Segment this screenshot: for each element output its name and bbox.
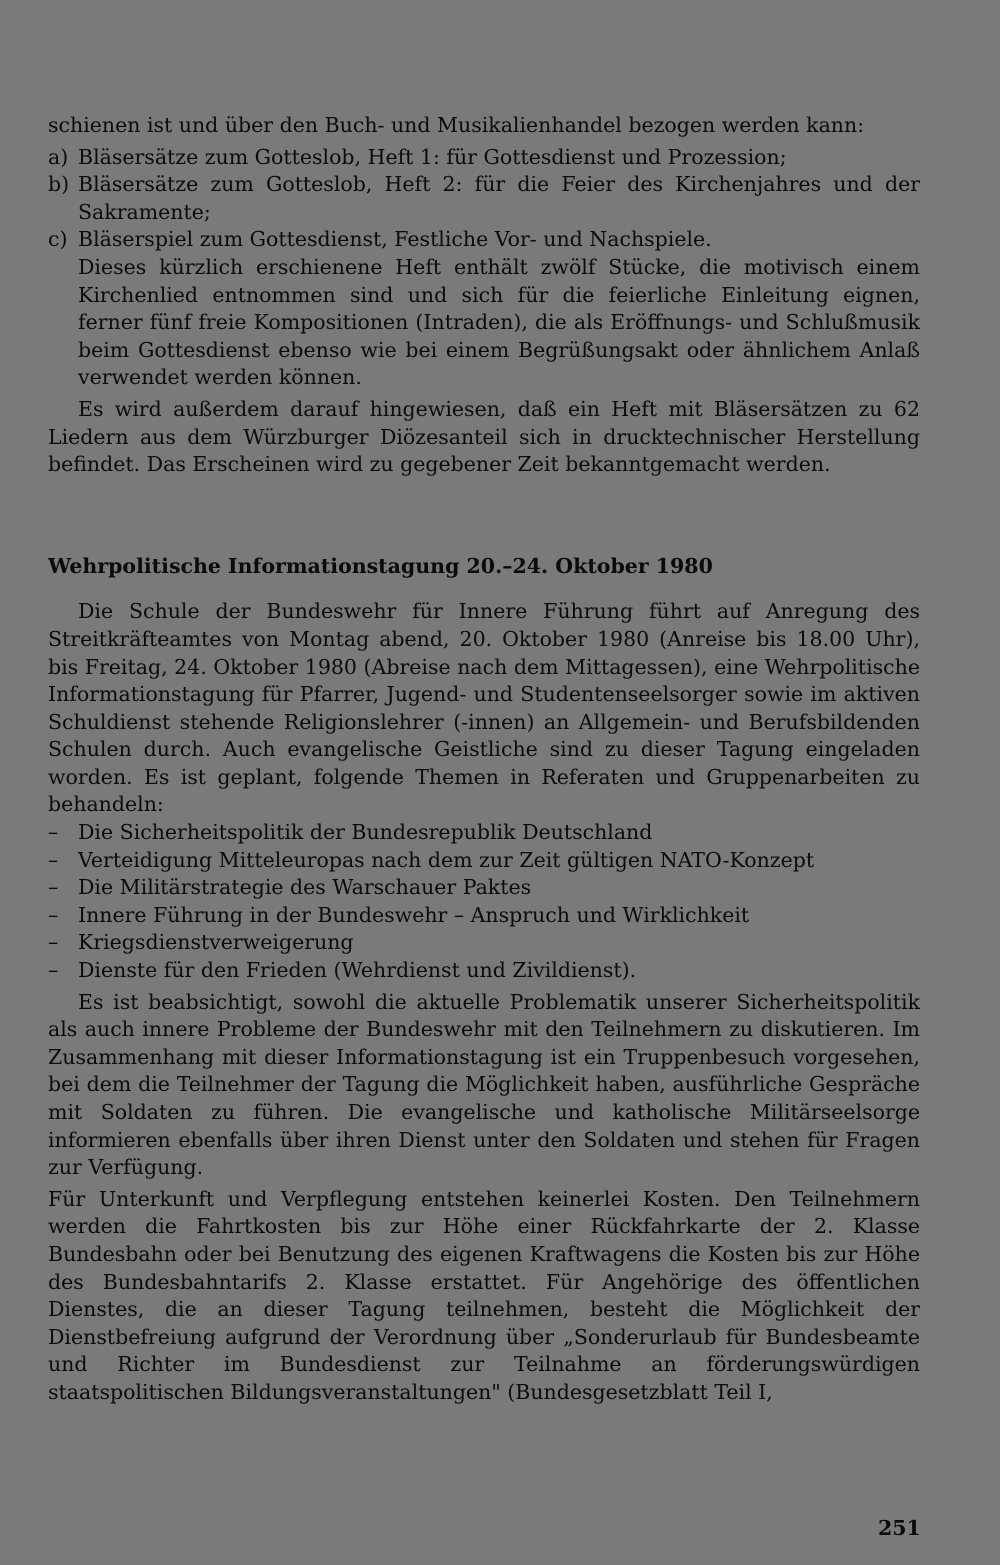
topic-item bbox=[48, 847, 920, 875]
topic-item bbox=[48, 874, 920, 902]
intro-paragraph: schienen ist und über den Buch- und Musikalienhandel bezogen werden kann: bbox=[48, 113, 865, 137]
topic-text: Die Militärstrategie des Warschauer Paktes bbox=[78, 875, 532, 900]
topic-text: Verteidigung Mitteleuropas nach dem zur Zeit gültigen NATO-Konzept bbox=[78, 847, 815, 872]
list-item-c bbox=[48, 226, 920, 254]
section-heading: Wehrpolitische Informationstagung 20.–24. Oktober 1980 bbox=[48, 553, 713, 578]
list-item-text: Bläsersätze zum Gotteslob, Heft 2: für die Feier des Kirchenjahres und der Sakramente; bbox=[78, 172, 920, 224]
note-paragraph: Es wird außerdem darauf hingewiesen, daß ein Heft mit Bläsersätzen zu 62 Liedern aus dem Würzburger Diözesanteil sich in drucktechnischer Herstellung befindet. Das Erscheinen wird zu gegebener Zeit bekanntgemacht werden. bbox=[48, 396, 920, 477]
dash-marker: – bbox=[48, 875, 59, 900]
list-item-b bbox=[48, 171, 920, 226]
dash-marker: – bbox=[48, 930, 59, 955]
dash-marker: – bbox=[48, 820, 59, 845]
topic-item bbox=[48, 929, 920, 957]
dash-marker: – bbox=[48, 902, 59, 927]
list-item-a bbox=[48, 144, 920, 172]
topic-item bbox=[48, 819, 920, 847]
list-item-text: Bläsersätze zum Gotteslob, Heft 1: für Gottesdienst und Prozession; bbox=[78, 144, 787, 169]
topic-item bbox=[48, 957, 920, 985]
page-number: 251 bbox=[878, 1516, 921, 1540]
section-paragraph-2: Es ist beabsichtigt, sowohl die aktuelle Problematik unserer Sicherheitspolitik als auch innere Probleme der Bundeswehr mit den Teilnehmern zu diskutieren. Im Zusammenhang mit dieser Informationstagung ist ein Truppenbesuch vorgesehen, bei dem die Teilnehmer der Tagung die Möglichkeit haben, ausführliche Gespräche mit Soldaten zu führen. Die evangelische und katholische Militärseelsorge informieren ebenfalls über ihren Dienst unter den Soldaten und stehen für Fragen zur Verfügung. bbox=[48, 989, 920, 1180]
page-body bbox=[48, 112, 920, 1407]
topic-text: Die Sicherheitspolitik der Bundesrepublik Deutschland bbox=[78, 820, 653, 845]
dash-marker: – bbox=[48, 958, 59, 983]
dash-marker: – bbox=[48, 847, 59, 872]
list-marker: c) bbox=[48, 227, 68, 252]
topic-item bbox=[48, 902, 920, 930]
section-paragraph-3: Für Unterkunft und Verpflegung entstehen keinerlei Kosten. Den Teilnehmern werden die Fahrtkosten bis zur Höhe einer Rückfahrkarte der 2. Klasse Bundesbahn oder bei Benutzung des eigenen Kraftwagens die Kosten bis zur Höhe des Bundesbahntarifs 2. Klasse erstattet. Für Angehörige des öffentlichen Dienstes, die an dieser Tagung teilnehmen, besteht die Möglichkeit der Dienstbefreiung aufgrund der Verordnung über „Sonderurlaub für Bundesbeamte und Richter im Bundesdienst zur Teilnahme an förderungswürdigen staatspolitischen Bildungsveranstaltungen" (Bundesgesetzblatt Teil I, bbox=[48, 1186, 920, 1404]
section-paragraph-1: Die Schule der Bundeswehr für Innere Führung führt auf Anregung des Streitkräfteamtes von Montag abend, 20. Oktober 1980 (Anreise bis 18.00 Uhr), bis Freitag, 24. Oktober 1980 (Abreise nach dem Mittagessen), eine Wehrpolitische Informationstagung für Pfarrer, Jugend- und Studentenseelsorger sowie im aktiven Schuldienst stehende Religionslehrer (-innen) an Allgemein- und Berufsbildenden Schulen durch. Auch evangelische Geistliche sind zu dieser Tagung eingeladen worden. Es ist geplant, folgende Themen in Referaten und Gruppenarbeiten zu behandeln: bbox=[48, 599, 920, 817]
item-c-description: Dieses kürzlich erschienene Heft enthält zwölf Stücke, die motivisch einem Kirchenlied entnommen sind und sich für die feierliche Einleitung eignen, ferner fünf freie Kompositionen (Intraden), die als Eröffnungs- und Schlußmusik beim Gottesdienst ebenso wie bei einem Begrüßungsakt oder ähnlichem Anlaß verwendet werden können. bbox=[78, 254, 920, 390]
list-marker: b) bbox=[48, 172, 70, 197]
topic-text: Innere Führung in der Bundeswehr – Anspruch und Wirklichkeit bbox=[78, 902, 750, 927]
topic-list bbox=[48, 819, 920, 985]
list-marker: a) bbox=[48, 144, 69, 169]
topic-text: Dienste für den Frieden (Wehrdienst und Zivildienst). bbox=[78, 958, 637, 983]
list-item-text: Bläserspiel zum Gottesdienst, Festliche Vor- und Nachspiele. bbox=[78, 227, 712, 252]
topic-text: Kriegsdienstverweigerung bbox=[78, 930, 354, 955]
